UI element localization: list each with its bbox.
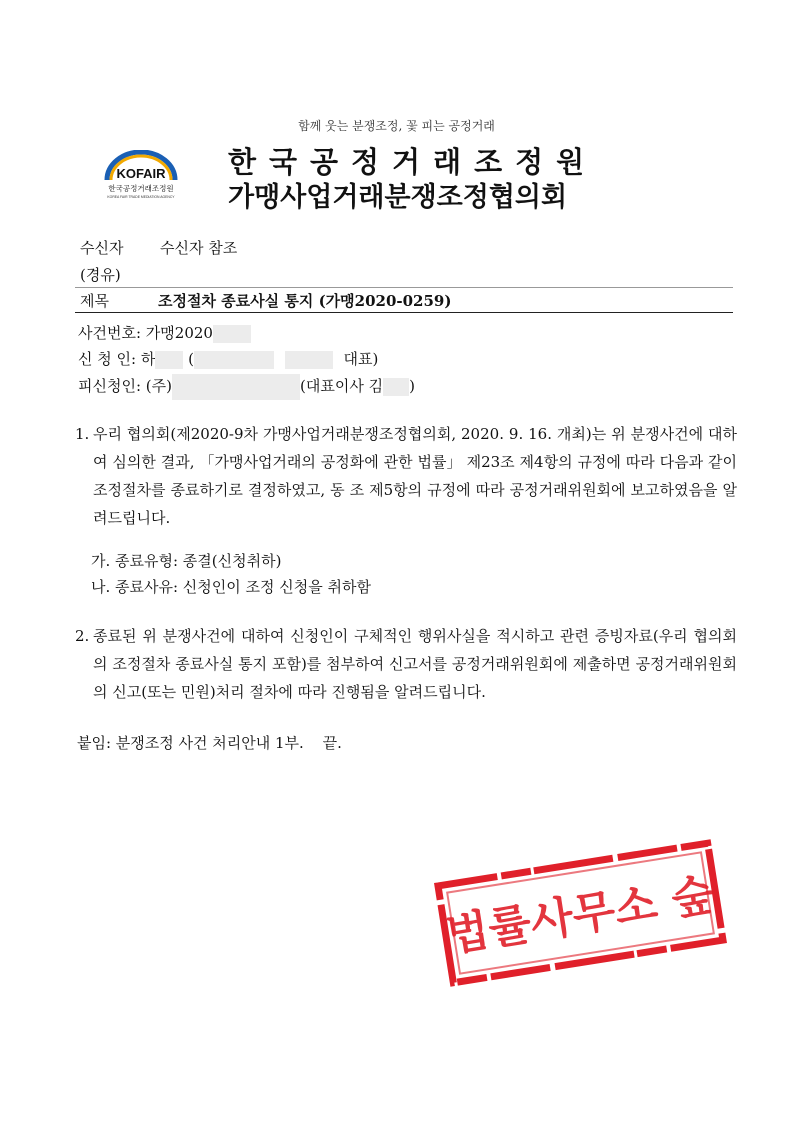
applicant-suffix: 대표) bbox=[343, 350, 379, 368]
respondent-label: 피신청인: bbox=[78, 377, 142, 395]
item-termination-reason: 나. 종료사유: 신청인이 조정 신청을 취하함 bbox=[91, 578, 371, 596]
law-office-stamp bbox=[431, 836, 730, 989]
applicant-paren: ( bbox=[188, 350, 194, 368]
end-mark: 끝. bbox=[322, 734, 342, 752]
logo-name-kr: 한국공정거래조정원 bbox=[108, 184, 174, 193]
attachment-line bbox=[77, 732, 342, 753]
stamp-text: 법률사무소 숲 bbox=[442, 869, 718, 962]
redaction bbox=[194, 351, 274, 369]
applicant-label: 신 청 인: bbox=[78, 350, 137, 368]
paragraph-text: 종료된 위 분쟁사건에 대하여 신청인이 구체적인 행위사실을 적시하고 관련 증빙자료(우리 협의회의 조정절차 종료사실 통지 포함)를 첨부하여 신고서를 공정거래위원회에 제출하면 공정거래위원회의 신고(또는 민원)처리 절차에 따라 진행됨을 알려드립니다. bbox=[93, 627, 737, 701]
paragraph-1 bbox=[75, 420, 737, 532]
logo-brand: KOFAIR bbox=[116, 166, 166, 181]
attachment-text: 붙임: 분쟁조정 사건 처리안내 1부. bbox=[77, 734, 304, 752]
divider-top bbox=[75, 287, 733, 288]
applicant-line bbox=[78, 348, 378, 369]
org-name-line1: 한국공정거래조정원 bbox=[228, 145, 598, 179]
redaction bbox=[383, 378, 409, 396]
case-number-label: 사건번호: bbox=[78, 324, 142, 342]
applicant-value: 하 bbox=[140, 350, 156, 368]
redaction bbox=[172, 374, 300, 400]
recipient-value: 수신자 참조 bbox=[160, 239, 238, 257]
paragraph-text: 우리 협의회(제2020-9차 가맹사업거래분쟁조정협의회, 2020. 9. 16. 개최)는 위 분쟁사건에 대하여 심의한 결과, 「가맹사업거래의 공정화에 관한 법률」 제23조 제4항의 규정에 따라 다음과 같이 조정절차를 종료하기로 결정하였고, 동 조 제5항의 규정에 따라 공정거래위원회에 보고하였음을 알려드립니다. bbox=[93, 425, 737, 527]
paragraph-2 bbox=[75, 622, 737, 706]
respondent-suffix: (대표이사 김 bbox=[300, 377, 384, 395]
redaction bbox=[285, 351, 333, 369]
subject-label: 제목 bbox=[80, 292, 109, 310]
recipient-label: 수신자 bbox=[80, 239, 124, 257]
respondent-line bbox=[78, 374, 415, 400]
redaction bbox=[155, 351, 183, 369]
org-name-line2: 가맹사업거래분쟁조정협의회 bbox=[228, 182, 568, 213]
case-number-value: 가맹2020 bbox=[145, 324, 213, 342]
item-termination-type: 가. 종료유형: 종결(신청취하) bbox=[91, 552, 282, 570]
logo-name-en: KOREA FAIR TRADE MEDIATION AGENCY bbox=[107, 195, 175, 199]
paragraph-number: 2. bbox=[75, 627, 90, 645]
via-label: (경유) bbox=[80, 266, 121, 284]
paragraph-number: 1. bbox=[75, 425, 90, 443]
case-number-line bbox=[78, 322, 251, 343]
slogan: 함께 웃는 분쟁조정, 꽃 피는 공정거래 bbox=[298, 119, 495, 133]
divider-subject bbox=[75, 312, 733, 313]
redaction bbox=[213, 325, 251, 343]
respondent-value: (주) bbox=[145, 377, 172, 395]
subject-value: 조정절차 종료사실 통지 (가맹2020-0259) bbox=[158, 292, 452, 310]
kofair-logo bbox=[101, 150, 181, 202]
respondent-close: ) bbox=[409, 377, 415, 395]
